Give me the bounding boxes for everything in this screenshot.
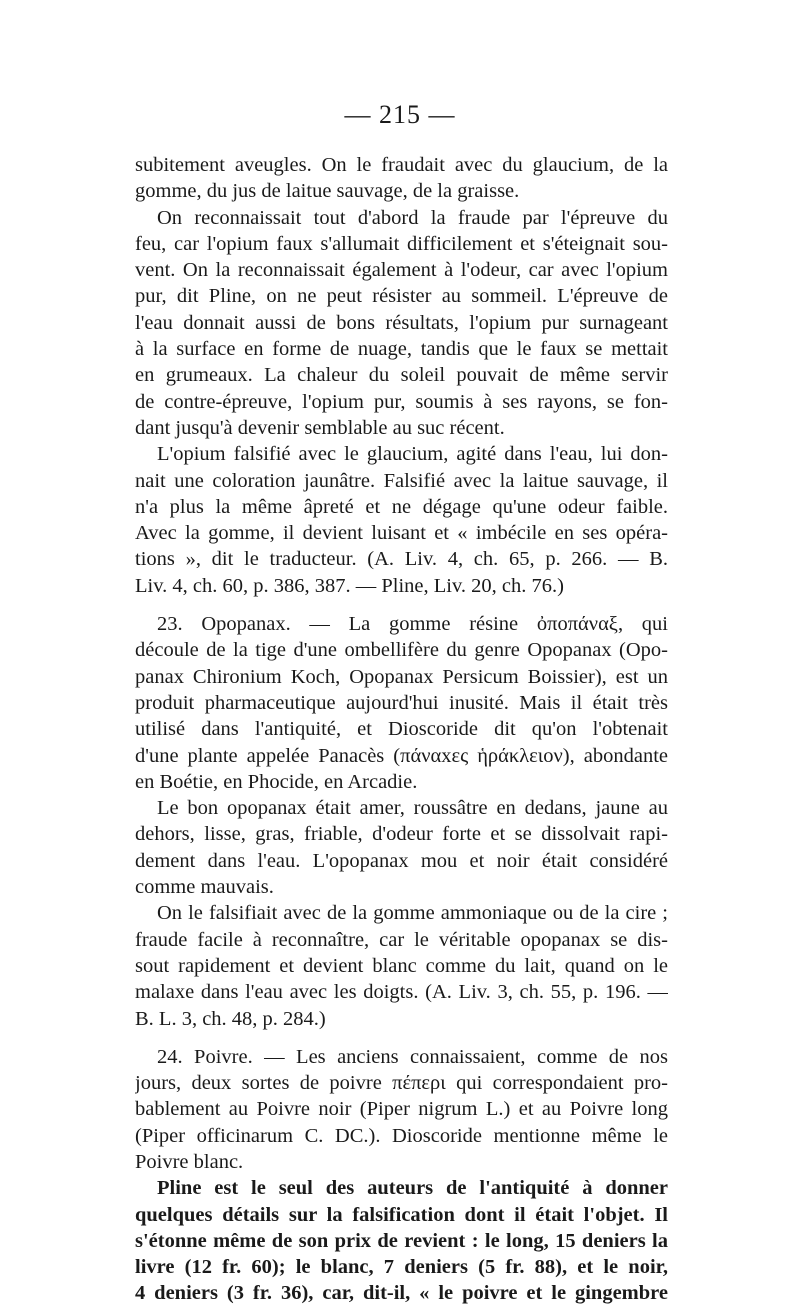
text-line: 23. Opopanax. — La gomme résine ὀποπάναξ, qui	[157, 613, 668, 636]
text-line: Poivre blanc.	[135, 1150, 244, 1173]
text-line: découle de la tige d'une ombellifère du genre Opopanax (Opo-	[135, 639, 668, 662]
page-body	[135, 152, 668, 1307]
text-line: On le falsifiait avec de la gomme ammoniaque ou de la cire ;	[157, 902, 668, 925]
text-line: en Boétie, en Phocide, en Arcadie.	[135, 770, 418, 793]
text-line: pur, dit Pline, on ne peut résister au sommeil. L'épreuve de	[135, 285, 668, 308]
text-line: s'étonne même de son prix de revient : le long, 15 deniers la	[135, 1229, 668, 1252]
text-line: Avec la gomme, il devient luisant et « imbécile en ses opéra-	[135, 522, 668, 545]
text-line: gomme, du jus de laitue sauvage, de la graisse.	[135, 180, 520, 203]
text-line: jours, deux sortes de poivre πέπερι qui correspondaient pro-	[135, 1072, 668, 1095]
text-line: Le bon opopanax était amer, roussâtre en dedans, jaune au	[157, 797, 668, 820]
text-line: panax Chironium Koch, Opopanax Persicum Boissier), est un	[135, 665, 668, 688]
text-line: produit pharmaceutique aujourd'hui inusité. Mais il était très	[135, 691, 668, 714]
text-line: dehors, lisse, gras, friable, d'odeur forte et se dissolvait rapi-	[135, 823, 668, 846]
text-line: vent. On la reconnaissait également à l'odeur, car avec l'opium	[135, 259, 668, 282]
text-line: utilisé dans l'antiquité, et Dioscoride dit qu'on l'obtenait	[135, 718, 668, 741]
text-line: de contre-épreuve, l'opium pur, soumis à ses rayons, se fon-	[135, 390, 668, 413]
text-line: Liv. 4, ch. 60, p. 386, 387. — Pline, Liv. 20, ch. 76.)	[135, 574, 564, 597]
text-line: B. L. 3, ch. 48, p. 284.)	[135, 1007, 326, 1030]
text-line: 24. Poivre. — Les anciens connaissaient, comme de nos	[157, 1045, 668, 1068]
text-line: subitement aveugles. On le fraudait avec du glaucium, de la	[135, 154, 668, 176]
text-line: l'eau donnait aussi de bons résultats, l'opium pur surnageant	[135, 311, 668, 334]
text-line: quelques détails sur la falsification dont il était l'objet. Il	[135, 1203, 668, 1226]
text-line: bablement au Poivre noir (Piper nigrum L.) et au Poivre long	[135, 1098, 668, 1121]
text-line: Pline est le seul des auteurs de l'antiquité à donner	[157, 1177, 668, 1200]
text-line: L'opium falsifié avec le glaucium, agité dans l'eau, lui don-	[157, 443, 668, 466]
text-line: comme mauvais.	[135, 876, 274, 899]
text-line: n'a plus la même âpreté et ne dégage qu'une odeur faible.	[135, 495, 668, 518]
text-line: malaxe dans l'eau avec les doigts. (A. Liv. 3, ch. 55, p. 196. —	[135, 981, 668, 1004]
text-line: On reconnaissait tout d'abord la fraude par l'épreuve du	[157, 206, 668, 229]
page-number: — 215 —	[344, 100, 456, 129]
text-line: dement dans l'eau. L'opopanax mou et noir était considéré	[135, 849, 668, 872]
text-line: feu, car l'opium faux s'allumait difficilement et s'éteignait sou-	[135, 232, 668, 255]
text-line: 4 deniers (3 fr. 36), car, dit-il, « le poivre et le gingembre	[135, 1282, 668, 1305]
text-line: à la surface en forme de nuage, tandis que le faux se mettait	[135, 338, 668, 361]
text-line: en grumeaux. La chaleur du soleil pouvait de même servir	[135, 364, 668, 387]
text-line: d'une plante appelée Panacès (πάναxες ἡράκλειον), abondante	[135, 744, 668, 767]
text-line: dant jusqu'à devenir semblable au suc récent.	[135, 416, 505, 439]
text-line: sout rapidement et devient blanc comme du lait, quand on le	[135, 954, 668, 977]
text-line: livre (12 fr. 60); le blanc, 7 deniers (5 fr. 88), et le noir,	[135, 1256, 668, 1279]
text-line: (Piper officinarum C. DC.). Dioscoride mentionne même le	[135, 1124, 668, 1147]
text-line: tions », dit le traducteur. (A. Liv. 4, ch. 65, p. 266. — B.	[135, 548, 668, 571]
text-line: nait une coloration jaunâtre. Falsifié avec la laitue sauvage, il	[135, 469, 668, 492]
text-line: fraude facile à reconnaître, car le véritable opopanax se dis-	[135, 928, 668, 951]
